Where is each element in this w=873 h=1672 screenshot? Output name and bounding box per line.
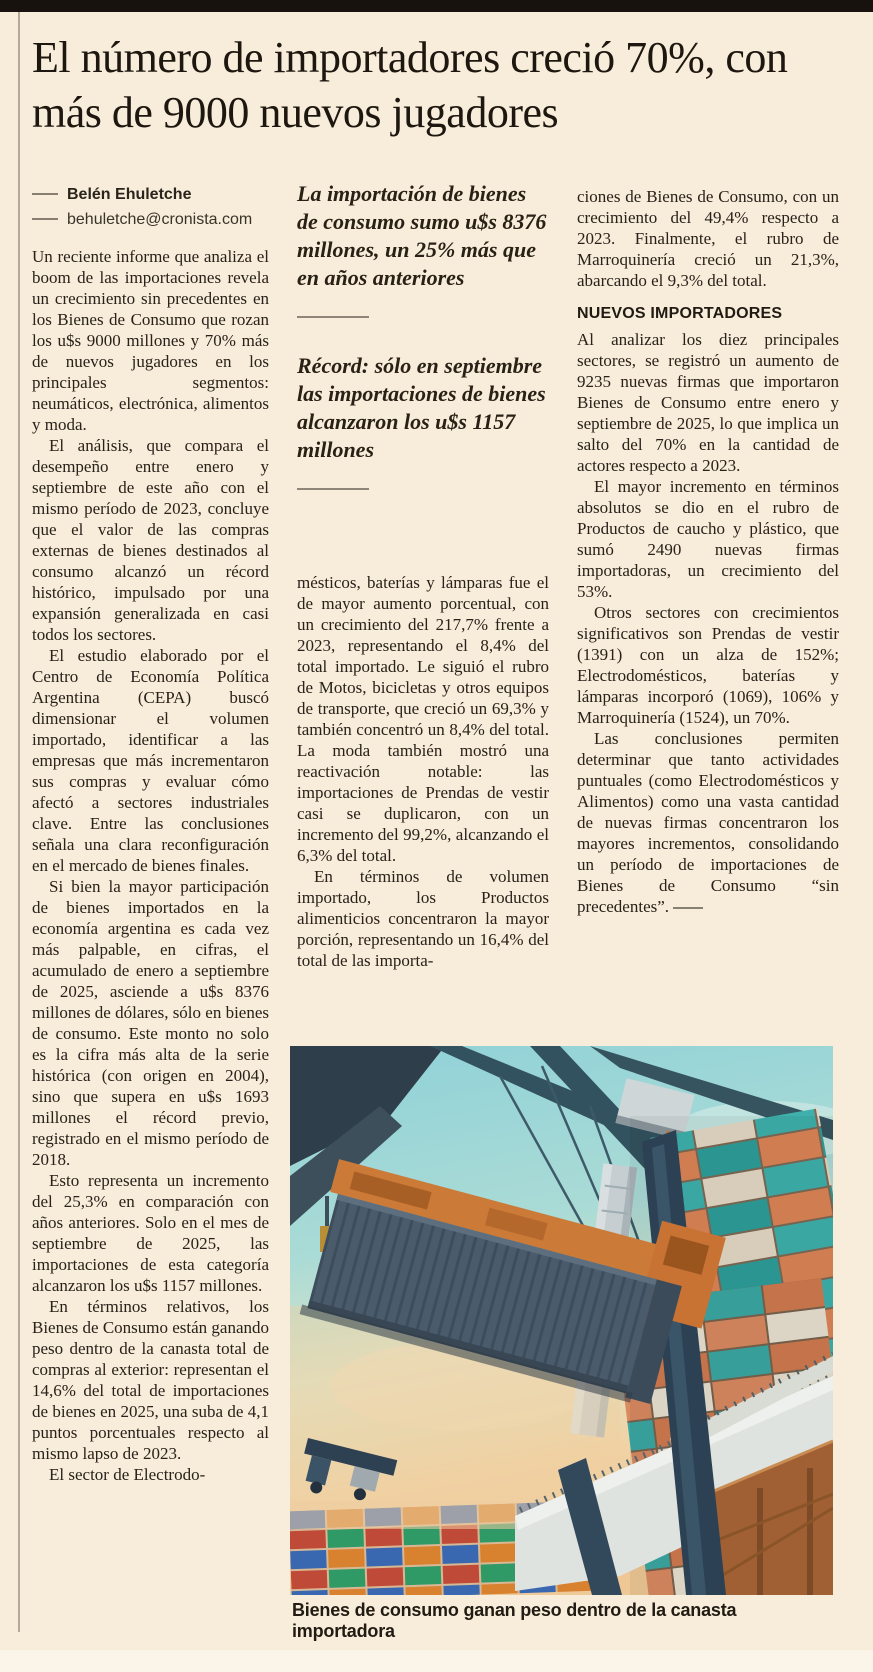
byline-email-row (32, 207, 269, 232)
byline-author: Belén Ehuletche (67, 186, 192, 203)
paragraph: ciones de Bienes de Consumo, con un crecimiento del 49,4% respecto a 2023. Finalmente, el rubro de Marroquinería creció un 21,3%, abarcando el 9,3% del total. (577, 187, 839, 290)
headline: El número de importadores creció 70%, con más de 9000 nuevos jugadores (32, 33, 788, 137)
paragraph: Esto representa un incremento del 25,3% en comparación con años anteriores. Solo en el mes de septiembre de 2025, las importaciones de esta categoría alcanzaron los u$s 1157 millones. (32, 1171, 269, 1295)
paragraph: mésticos, baterías y lámparas fue el de mayor aumento porcentual, con un crecimiento del 217,7% frente a 2023, representando el 8,4% del total importado. Le siguió el rubro de Motos, bicicletas y otros equipos de transporte, que creció un 69,3% y también concentró un 8,4% del total. La moda también mostró una reactivación notable: las importaciones de Prendas de vestir casi se duplicaron, con un incremento del 99,2%, alcanzando el 6,3% del total. (297, 573, 549, 865)
byline-dash (32, 193, 58, 195)
column-3 (577, 186, 839, 917)
byline-author-row (32, 182, 269, 207)
pull-quote: Récord: sólo en septiembre las importaciones de bienes alcanzaron los u$s 1157 millones (297, 353, 546, 462)
byline (32, 182, 269, 232)
byline-dash (32, 218, 58, 220)
port-containers-photo (290, 1046, 833, 1595)
paragraph: En términos de volumen importado, los Productos alimenticios concentraron la mayor porción, representando un 16,4% del total de las importa- (297, 867, 549, 970)
paragraph: El análisis, que compara el desempeño entre enero y septiembre de este año con el mismo período de 2023, concluye que el valor de las compras externas de bienes destinados al consumo alcanzó un récord histórico, impulsado por una expansión generalizada en casi todos los sectores. (32, 436, 269, 644)
paragraph: Si bien la mayor participación de bienes importados en la economía argentina es cada vez más palpable, en cifras, el acumulado de enero a septiembre de 2025, asciende a u$s 8376 millones de dólares, sólo en bienes de consumo. Este monto no solo es la cifra más alta de la serie histórica (con origen en 2004), sino que supera en u$s 1693 millones el récord previo, registrado en el mismo período de 2018. (32, 877, 270, 1169)
column-2-pullquotes (297, 180, 549, 524)
paragraph-text: Las conclusiones permiten determinar que tanto actividades puntuales (como Electrodomésticos y Alimentos) como una vasta cantidad de nuevas firmas concentraron los mayores incrementos, consolidando un período de importaciones de Bienes de Consumo “sin precedentes”. (577, 729, 839, 916)
page-bottom-edge (0, 1650, 873, 1672)
article-end-mark (673, 907, 703, 909)
paragraph: El sector de Electrodo- (49, 1465, 206, 1484)
photo-caption: Bienes de consumo ganan peso dentro de la canasta importadora (292, 1600, 737, 1641)
paragraph: El mayor incremento en términos absolutos se dio en el rubro de Productos de caucho y plástico, que sumó 2490 nuevas firmas importadoras, un crecimiento del 53%. (577, 477, 839, 601)
column-2-body (297, 572, 549, 971)
section-heading: NUEVOS IMPORTADORES (577, 305, 783, 322)
paragraph (577, 728, 839, 917)
top-edge-bar (0, 0, 873, 12)
paragraph: Un reciente informe que analiza el boom de las importaciones revela un crecimiento sin precedentes en los Bienes de Consumo que rozan los u$s 9000 millones y 70% más de nuevos jugadores en los principales segmentos: neumáticos, electrónica, alimentos y moda. (32, 247, 269, 434)
pull-quote: La importación de bienes de consumo sumo u$s 8376 millones, un 25% más que en años anteriores (297, 181, 547, 290)
paragraph: En términos relativos, los Bienes de Consumo están ganando peso dentro de la canasta total de compras al exterior: representan el 14,6% del total de importaciones de bienes en 2025, una suba de 4,1 puntos porcentuales respecto al mismo lapso de 2023. (32, 1297, 270, 1463)
paragraph: El estudio elaborado por el Centro de Economía Política Argentina (CEPA) buscó dimensionar el volumen importado, identificar a las empresas que más incrementaron sus compras y evaluar cómo afectó a sectores industriales clave. Entre las conclusiones señala una clara reconfiguración en el mercado de bienes finales. (32, 646, 269, 875)
quote-divider (297, 488, 369, 490)
quote-divider (297, 316, 369, 318)
byline-email: behuletche@cronista.com (67, 211, 253, 228)
article-photo (290, 1046, 833, 1595)
column-1 (32, 182, 269, 1485)
paragraph: Otros sectores con crecimientos significativos son Prendas de vestir (1391) con un alza de 152%; Electrodomésticos, baterías y lámparas incorporó (1069), 106% y Marroquinería (1524), un 70%. (577, 603, 839, 727)
paragraph: Al analizar los diez principales sectores, se registró un aumento de 9235 nuevas firmas que importaron Bienes de Consumo entre enero y septiembre de 2025, lo que implica un salto del 70% en la cantidad de actores respecto a 2023. (577, 330, 839, 475)
left-column-rule (18, 12, 20, 1632)
